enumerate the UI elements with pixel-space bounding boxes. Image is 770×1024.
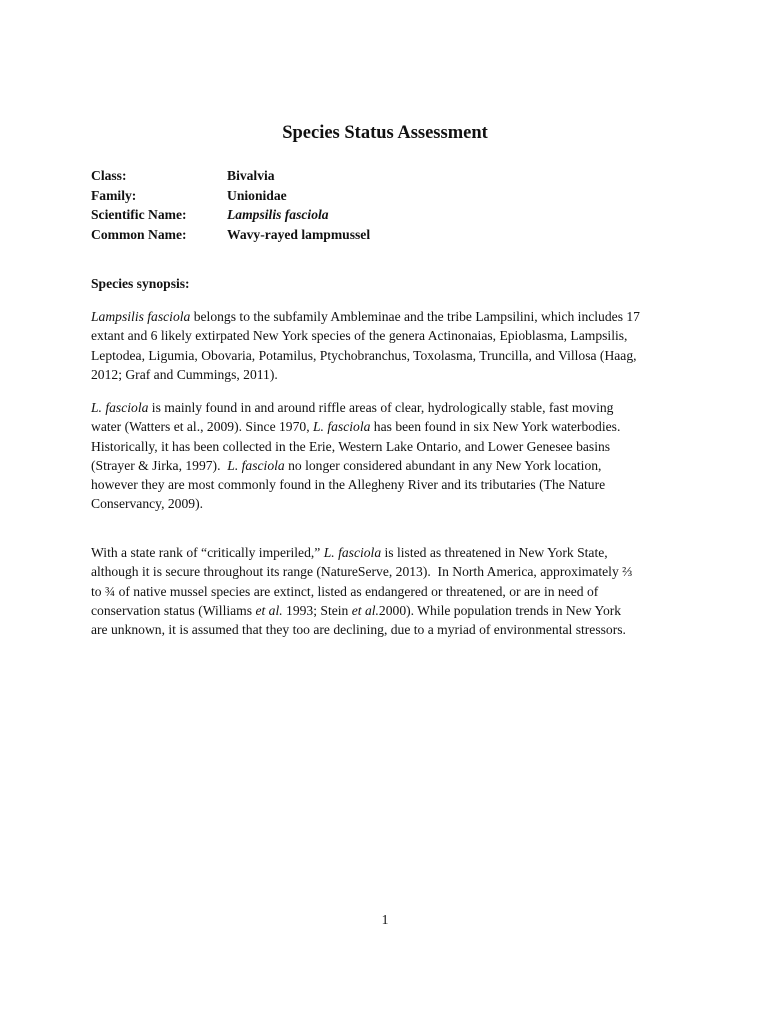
- paragraph-text: no longer considered abundant in any New York location,: [284, 457, 602, 473]
- paragraph-text: 2000). While population trends in New York: [378, 602, 622, 618]
- paragraph-text: belongs to the subfamily Ambleminae and the tribe Lampsilini, which includes 17: [190, 309, 640, 324]
- synopsis-paragraph-1: [91, 307, 691, 384]
- synopsis-paragraph-3: [91, 543, 691, 639]
- species-name: L. fasciola: [323, 545, 382, 560]
- paragraph-line: 2012; Graf and Cummings, 2011).: [91, 366, 278, 382]
- citation-et-al: et al.: [351, 602, 379, 618]
- classification-row-class: [91, 166, 370, 186]
- classification-table: [91, 166, 370, 244]
- synopsis-heading: Species synopsis:: [91, 276, 190, 291]
- paragraph-line: are unknown, it is assumed that they too are declining, due to a myriad of environmental stressors.: [91, 622, 626, 638]
- paragraph-text: has been found in six New York waterbodies.: [370, 419, 621, 435]
- paragraph-line: [91, 543, 691, 562]
- paragraph-line: although it is secure throughout its range (NatureServe, 2013). In North America, approximately ⅔: [91, 564, 633, 580]
- paragraph-line: to ¾ of native mussel species are extinct, listed as endangered or threatened, or are in need of: [91, 583, 599, 599]
- paragraph-line: Conservancy, 2009).: [91, 496, 203, 512]
- paragraph-text: conservation status (Williams: [91, 602, 256, 618]
- class-value: Bivalvia: [227, 168, 275, 183]
- scientific-name-value: Lampsilis fasciola: [227, 207, 329, 223]
- paragraph-line: however they are most commonly found in the Allegheny River and its tributaries (The Nature: [91, 477, 606, 493]
- paragraph-text: is listed as threatened in New York State,: [381, 545, 608, 560]
- species-name: Lampsilis fasciola: [91, 309, 191, 324]
- page-title: Species Status Assessment: [282, 123, 488, 143]
- classification-row-scientific-name: [91, 205, 370, 225]
- classification-row-common-name: [91, 225, 370, 245]
- paragraph-line: [91, 307, 691, 326]
- scientific-name-label: Scientific Name:: [91, 207, 187, 223]
- paragraph-line: [91, 398, 691, 417]
- paragraph-text: (Strayer & Jirka, 1997).: [91, 457, 228, 473]
- classification-row-family: [91, 186, 370, 206]
- species-name: L. fasciola: [91, 400, 149, 415]
- paragraph-line: [91, 417, 691, 436]
- paragraph-text: With a state rank of “critically imperiled,”: [91, 545, 324, 560]
- family-value: Unionidae: [227, 187, 287, 203]
- class-label: Class:: [91, 168, 127, 183]
- species-name: L. fasciola: [313, 419, 371, 435]
- family-label: Family:: [91, 187, 137, 203]
- paragraph-line: [91, 601, 691, 620]
- common-name-value: Wavy-rayed lampmussel: [227, 226, 371, 242]
- species-name: L. fasciola: [227, 457, 285, 473]
- paragraph-line: [91, 456, 691, 475]
- citation-et-al: et al.: [255, 602, 283, 618]
- paragraph-text: water (Watters et al., 2009). Since 1970,: [91, 419, 313, 435]
- page-number: 1: [381, 912, 389, 927]
- common-name-label: Common Name:: [91, 226, 187, 242]
- paragraph-line: Historically, it has been collected in the Erie, Western Lake Ontario, and Lower Genesee basins: [91, 438, 611, 454]
- synopsis-paragraph-2: [91, 398, 691, 514]
- paragraph-text: is mainly found in and around riffle areas of clear, hydrologically stable, fast moving: [148, 400, 614, 415]
- paragraph-line: Leptodea, Ligumia, Obovaria, Potamilus, Ptychobranchus, Toxolasma, Truncilla, and Villosa (Haag,: [91, 347, 637, 363]
- paragraph-line: extant and 6 likely extirpated New York species of the genera Actinonaias, Epioblasma, Lampsilis,: [91, 328, 628, 344]
- paragraph-text: 1993; Stein: [282, 602, 352, 618]
